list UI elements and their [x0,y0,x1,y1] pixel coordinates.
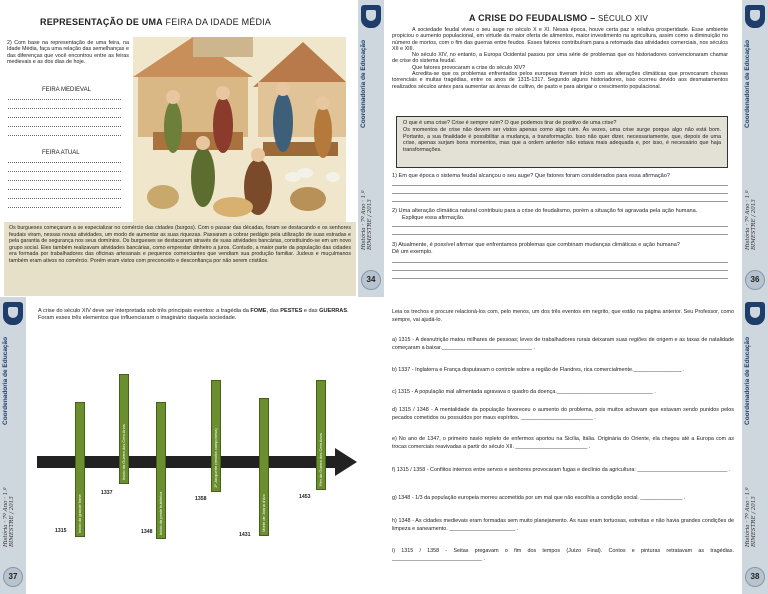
answer-line[interactable] [392,270,728,271]
page-title: A CRISE DO FEUDALISMO – SÉCULO XIV [469,13,648,23]
answer-line[interactable] [8,135,121,136]
timeline-year: 1348 [141,529,153,535]
question-item: d) 1315 / 1348 - A mentalidade da população favoreceu o aumento do problema, pois muitos achavam que estavam sendo punidos pelos pecados cometidos ou possuídos por maus espíritos. ________________________ . [392,407,734,421]
answer-line[interactable] [392,234,728,235]
sidebar-signature: História · 7º Ano · 1.º BIMESTRE / 2013 [745,190,757,250]
text-box-burgueses: Os burgueses começaram a se especializar no comércio das cidades (burgos). Com o passar das décadas, foram se destacando e os senhores feudais viram, nessas novas atividades, um modo de aumentar as suas riquezas. Passaram a cobrar pedágio pela utilização de suas estradas e pela garantia de segurança nos seus domínios. Os burgueses se destacaram através de suas atividades bancárias, constituindo-se em um novo grupo social. Eles também realizavam atividades bancárias, como emprestar dinheiro a juros. Contudo, a maior parte da população das cidades era formada por trabalhadores das oficinas artesanais e pequenos comerciantes que vendiam sua produção familiar. Judeus e muçulmanos também eram ativos no comércio. Porém eram vistos com preconceito e desconfiança por não serem cristãos. [4,222,356,296]
answer-line[interactable] [8,99,121,100]
answer-line[interactable] [392,201,728,202]
page-34 [0,0,384,297]
question-item: g) 1348 - 1/3 da população europeia morreu acometida por um mal que não escolhia a condição social. ______________ . [392,495,686,501]
sidebar-title: Coordenadoria de Educação [360,39,367,129]
sidebar-title: Coordenadoria de Educação [744,336,751,426]
medieval-fair-illustration [133,37,346,222]
answer-line[interactable] [8,108,121,109]
crest-icon [745,302,765,325]
page-37 [0,297,384,594]
intro-text: Leia os trechos e procure relacioná-los com, pelo menos, um dos três eventos em negrito, que estão na página anterior. Seu Professor, como sempre, vai ajudá-lo. [392,309,734,323]
intro-text: A crise do século XIV deve ser interpretada sob três principais eventos: a tragédia da FOME, das PESTES e das GUERRAS. Foram esses três elementos que influenciaram o imaginário daquela sociedade. [38,308,349,321]
page-number: 37 [3,567,23,587]
answer-line[interactable] [392,226,728,227]
timeline-event-bar: 1ª Jacquerie (revolta camponesa) [211,380,221,492]
answer-line[interactable] [8,126,121,127]
answer-line[interactable] [8,198,121,199]
sidebar-title: Coordenadoria de Educação [2,336,9,426]
timeline-year: 1453 [299,494,311,500]
question-item: b) 1337 - Inglaterra e França disputavam o controle sobre a região de Flandres, rica comercialmente.________________ . [392,367,685,373]
sidebar-signature: História · 7º Ano · 1.º BIMESTRE / 2013 [745,487,757,547]
answer-line[interactable] [8,162,121,163]
answer-line[interactable] [8,180,121,181]
question-item: h) 1348 - As cidades medievais eram formadas sem muito planejamento. As ruas eram tortuosas, estreitas e não havia grandes condições de limpeza e saneamento. ______________________ . [392,518,734,532]
question-item: f) 1315 / 1358 - Conflitos internos entre servos e senhores provocaram fugas e declínio da agricultura: ______________________________ . [392,467,731,473]
crest-icon [361,5,381,28]
page-38 [384,297,768,594]
question-3: 3) Atualmente, é possível afirmar que enfrentamos problemas que combinam mudanças climáticas e ação humana? Dê um exemplo. [392,242,680,255]
sidebar-title: Coordenadoria de Educação [744,39,751,129]
answer-line[interactable] [392,262,728,263]
answer-line[interactable] [392,278,728,279]
sidebar [358,0,384,297]
timeline-event-bar: Fim da Guerra dos Cem Anos [316,380,326,490]
question-2: 2) Com base na representação de uma feira, na Idade Média, faça uma relação das semelhanças e das diferenças que você encontrou entre as feiras medievais e as dos dias de hoje. [7,40,129,66]
timeline-arrow-head [335,448,357,476]
timeline-event-bar: Início da grande fome [75,402,85,537]
label-feira-medieval: FEIRA MEDIEVAL [42,87,91,93]
question-2: 2) Uma alteração climática natural contribuiu para a crise do feudalismo, porém a situação foi agravada pela ação humana. Explique essa afirmação. [392,208,698,221]
answer-line[interactable] [392,193,728,194]
answer-line[interactable] [392,185,728,186]
timeline-year: 1358 [195,496,207,502]
timeline-year: 1431 [239,532,251,538]
answer-line[interactable] [8,189,121,190]
page-number: 36 [745,270,765,290]
answer-line[interactable] [8,207,121,208]
answer-line[interactable] [8,117,121,118]
page-36 [384,0,768,297]
sidebar [0,297,26,594]
page-number: 38 [745,567,765,587]
sidebar-signature: História · 7º Ano · 1.º BIMESTRE / 2013 [361,190,373,250]
page-title: REPRESENTAÇÃO DE UMA FEIRA DA IDADE MÉDIA [40,17,272,27]
label-feira-atual: FEIRA ATUAL [42,150,80,156]
page-number: 34 [361,270,381,290]
timeline-year: 1315 [55,528,67,534]
answer-line[interactable] [8,171,121,172]
timeline [33,394,368,584]
timeline-year: 1337 [101,490,113,496]
crest-icon [3,302,23,325]
intro-text: A sociedade feudal viveu o seu auge no século X e XI. Nessa época, houve certa paz e relativa prosperidade. Esse ambiente propiciou o aumento populacional, em virtude da maior oferta de alimentos, maior investimento na agricultura, assim como a diminuição no número de mortos, com o fim das guerras entre feudos. Esses fatores contribuíram para a retomada das atividades comerciais, nos séculos XII e XIII. No século XIV, no entanto, a Europa Ocidental passou por uma série de problemas que os historiadores convencionaram chamar de crise do sistema feudal. Que fatores provocaram a crise do século XIV? Acredita-se que os problemas enfrentados pelos europeus tiveram início com as alterações climáticas que provocaram chuvas torrenciais e muitas tragédias, entre os anos de 1315-1317. Segundo alguns historiadores, isso ocorreu devido aos desmatamentos realizados séculos antes para aumentar as áreas de cultivo, de pasto e para abrigar o crescimento populacional. [392,27,728,90]
timeline-event-bar: Morte de Joana d'Arc [259,398,269,536]
crisis-box: O que é uma crise? Crise é sempre ruim? O que podemos tirar de positivo de uma crise? Os momentos de crise não devem ser vistos apenas como algo ruim. Às vezes, uma crise surge porque algo não está bom. Portanto, a sua finalidade é possibilitar a mudança, a transformação. Isso não quer dizer, necessariamente, que, depois de uma crise, apenas surjam bons momentos, mas que a ordem anterior não estava mais adequada e, por isso, é necessário que haja transformações. [396,116,728,168]
sidebar [742,0,768,297]
question-item: e) No ano de 1347, o primeiro navio repleto de enfermos aportou na Sicília, Itália. Originária do Oriente, ela chegou até a Europa com as trocas comerciais reavivadas a partir do século XII. ________________________ . [392,436,734,450]
sidebar [742,297,768,594]
timeline-event-bar: Início da Guerra dos Cem Anos [119,374,129,484]
question-1: 1) Em que época o sistema feudal alcançou o seu auge? Que fatores foram considerados para essa afirmação? [392,173,670,179]
crest-icon [745,5,765,28]
question-item: a) 1315 - A desnutrição matou milhares de pessoas; leves de trabalhadores rurais deixaram suas regiões de origem e as taxas de natalidade começaram a baixar.______________________________ . [392,337,734,351]
question-item: c) 1315 - A população mal alimentada agravava o quadro da doença.________________________________ . [392,389,656,395]
timeline-event-bar: Início da peste bubônica [156,402,166,539]
sidebar-signature: História · 7º Ano · 1.º BIMESTRE / 2013 [3,487,15,547]
question-item: i) 1315 / 1358 - Seitas pregavam o fim dos tempos (Juízo Final). Contos e pinturas retratavam as tragédias. ______________________________ . [392,548,734,562]
